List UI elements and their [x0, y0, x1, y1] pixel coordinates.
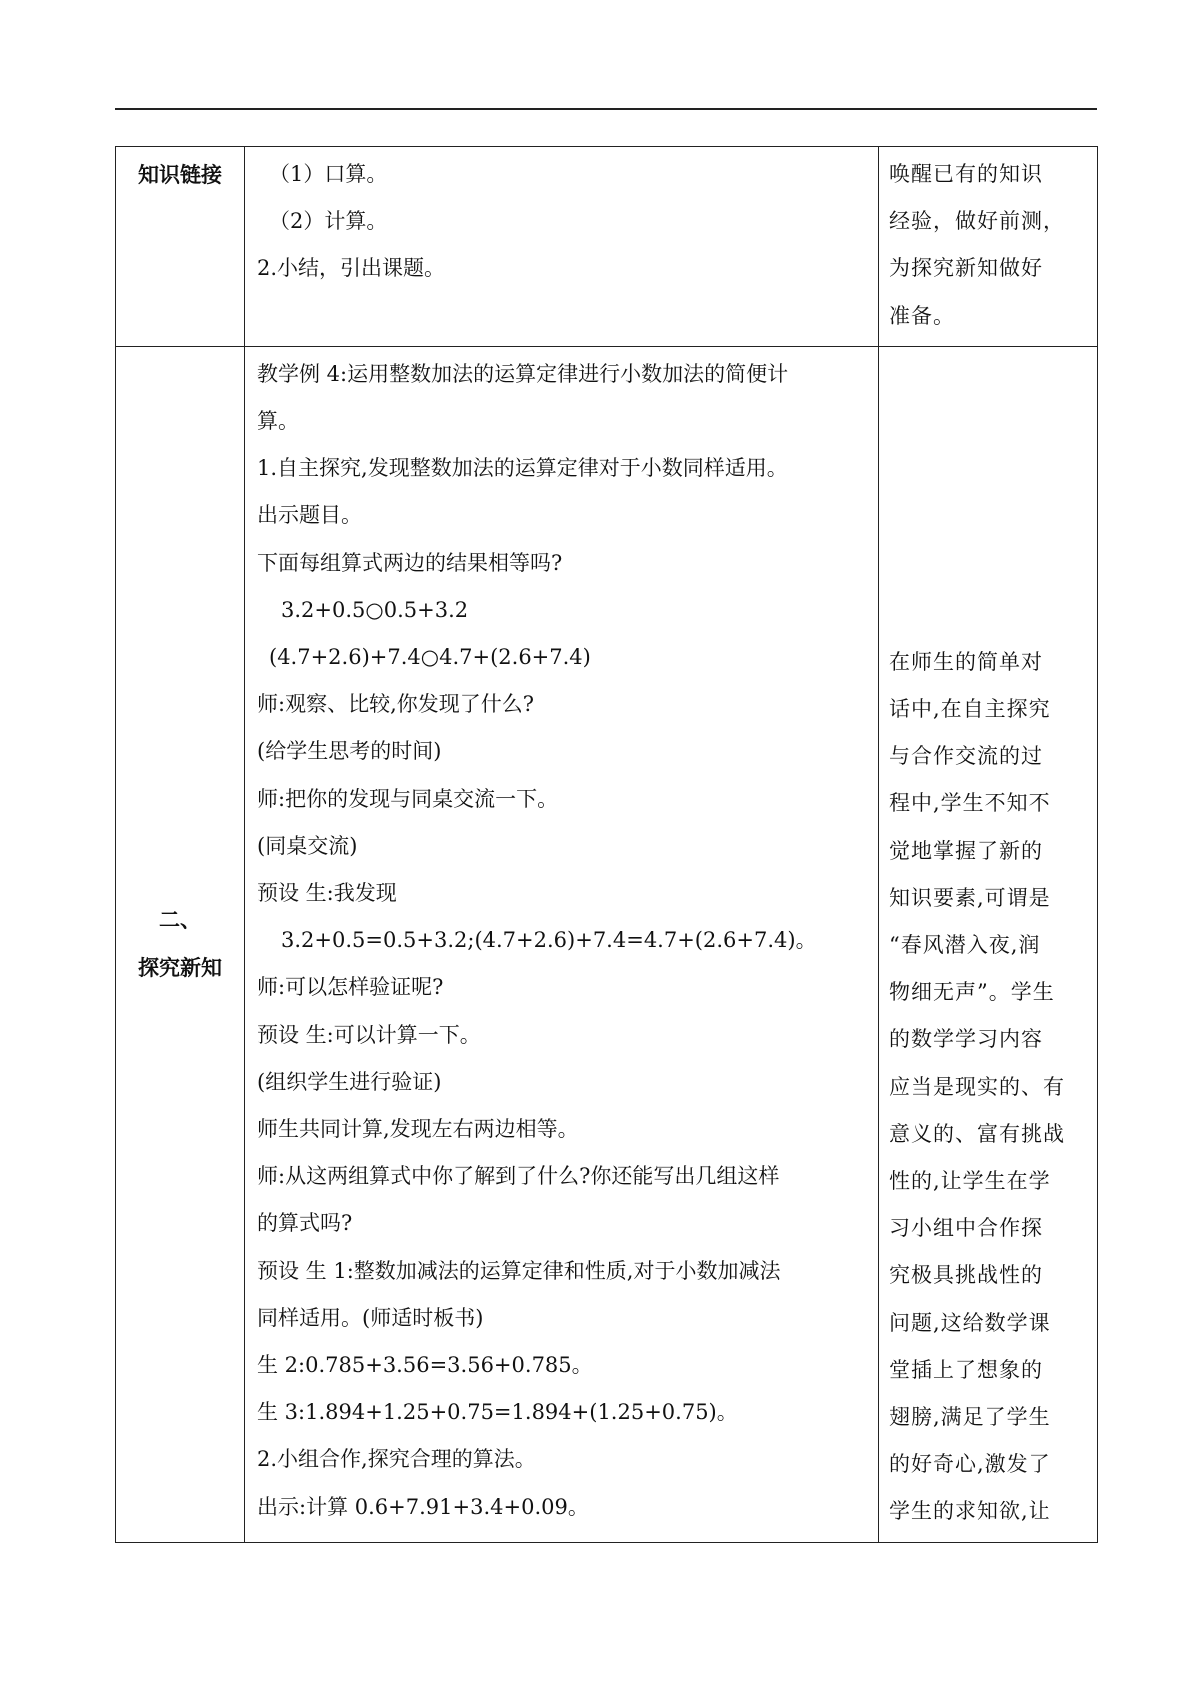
note-line: 唤醒已有的知识	[889, 162, 1043, 186]
row-label-explore-new	[116, 346, 245, 1542]
content-line: 师:可以怎样验证呢?	[257, 975, 444, 1000]
content-line: 师:观察、比较,你发现了什么?	[257, 692, 535, 717]
content-line: 3.2+0.5○0.5+3.2	[281, 597, 469, 622]
row-note	[879, 346, 1098, 1542]
content-line: (同桌交流)	[257, 833, 358, 858]
row-label-text: 二、	[159, 908, 201, 933]
note-line: 性的,让学生在学	[889, 1169, 1051, 1194]
content-line: 下面每组算式两边的结果相等吗?	[257, 550, 563, 575]
note-line: 究极具挑战性的	[889, 1263, 1043, 1288]
content-line: 算。	[257, 409, 299, 434]
note-line: 话中,在自主探究	[889, 697, 1051, 722]
content-line: 师:把你的发现与同桌交流一下。	[257, 786, 559, 811]
table-row	[116, 346, 1098, 1542]
note-line: 问题,这给数学课	[889, 1310, 1051, 1335]
content-line: 1.自主探究,发现整数加法的运算定律对于小数同样适用。	[257, 456, 788, 481]
note-line: 堂插上了想象的	[889, 1357, 1043, 1382]
content-line: 教学例 4:运用整数加法的运算定律进行小数加法的简便计	[257, 361, 789, 386]
content-line: 的算式吗?	[257, 1211, 353, 1236]
content-line: （2）计算。	[269, 209, 388, 234]
note-line: 在师生的简单对	[889, 649, 1043, 674]
content-line: 2.小组合作,探究合理的算法。	[257, 1447, 536, 1472]
header-rule	[115, 108, 1097, 110]
row-label-knowledge-link	[116, 147, 245, 347]
note-line: 物细无声”。学生	[889, 980, 1055, 1005]
note-line: 与合作交流的过	[889, 744, 1043, 769]
note-line: 意义的、富有挑战	[889, 1121, 1065, 1146]
content-line: （1）口算。	[269, 162, 388, 186]
note-spacer	[889, 351, 1091, 639]
row-content	[245, 147, 879, 347]
note-line: 学生的求知欲,让	[889, 1499, 1051, 1524]
content-line: 生 3:1.894+1.25+0.75=1.894+(1.25+0.75)。	[257, 1400, 738, 1425]
content-line: 同样适用。(师适时板书)	[257, 1305, 484, 1330]
content-line: 预设 生 1:整数加减法的运算定律和性质,对于小数加减法	[257, 1258, 781, 1283]
content-line: 出示:计算 0.6+7.91+3.4+0.09。	[257, 1494, 589, 1519]
table-row	[116, 147, 1098, 347]
content-line: 师生共同计算,发现左右两边相等。	[257, 1117, 579, 1142]
note-line: 的数学学习内容	[889, 1027, 1043, 1052]
row-note	[879, 147, 1098, 347]
note-line: 的好奇心,激发了	[889, 1452, 1051, 1477]
note-line: 经验，做好前测，	[889, 209, 1065, 234]
note-line: 觉地掌握了新的	[889, 838, 1043, 863]
row-label-text: 探究新知	[138, 956, 222, 981]
content-line: 出示题目。	[257, 503, 362, 528]
content-line: (给学生思考的时间)	[257, 739, 442, 764]
note-line: 翅膀,满足了学生	[889, 1405, 1051, 1430]
note-line: 准备。	[889, 303, 955, 328]
row-content	[245, 346, 879, 1542]
note-line: “春风潜入夜,润	[889, 933, 1041, 958]
content-line: 生 2:0.785+3.56=3.56+0.785。	[257, 1353, 593, 1378]
note-line: 程中,学生不知不	[889, 791, 1051, 816]
content-line: 预设 生:可以计算一下。	[257, 1022, 481, 1047]
content-line: (组织学生进行验证)	[257, 1069, 442, 1094]
row-label-text: 知识链接	[138, 163, 222, 187]
content-line: (4.7+2.6)+7.4○4.7+(2.6+7.4)	[269, 645, 591, 670]
note-line: 应当是现实的、有	[889, 1074, 1065, 1099]
note-line: 为探究新知做好	[889, 256, 1043, 281]
content-line: 师:从这两组算式中你了解到了什么?你还能写出几组这样	[257, 1164, 780, 1189]
lesson-plan-table	[115, 146, 1098, 1543]
content-line: 预设 生:我发现	[257, 881, 397, 906]
note-line: 习小组中合作探	[889, 1216, 1043, 1241]
content-line: 2.小结，引出课题。	[257, 256, 446, 281]
content-line: 3.2+0.5=0.5+3.2;(4.7+2.6)+7.4=4.7+(2.6+7.4)。	[281, 928, 817, 953]
note-line: 知识要素,可谓是	[889, 885, 1051, 910]
